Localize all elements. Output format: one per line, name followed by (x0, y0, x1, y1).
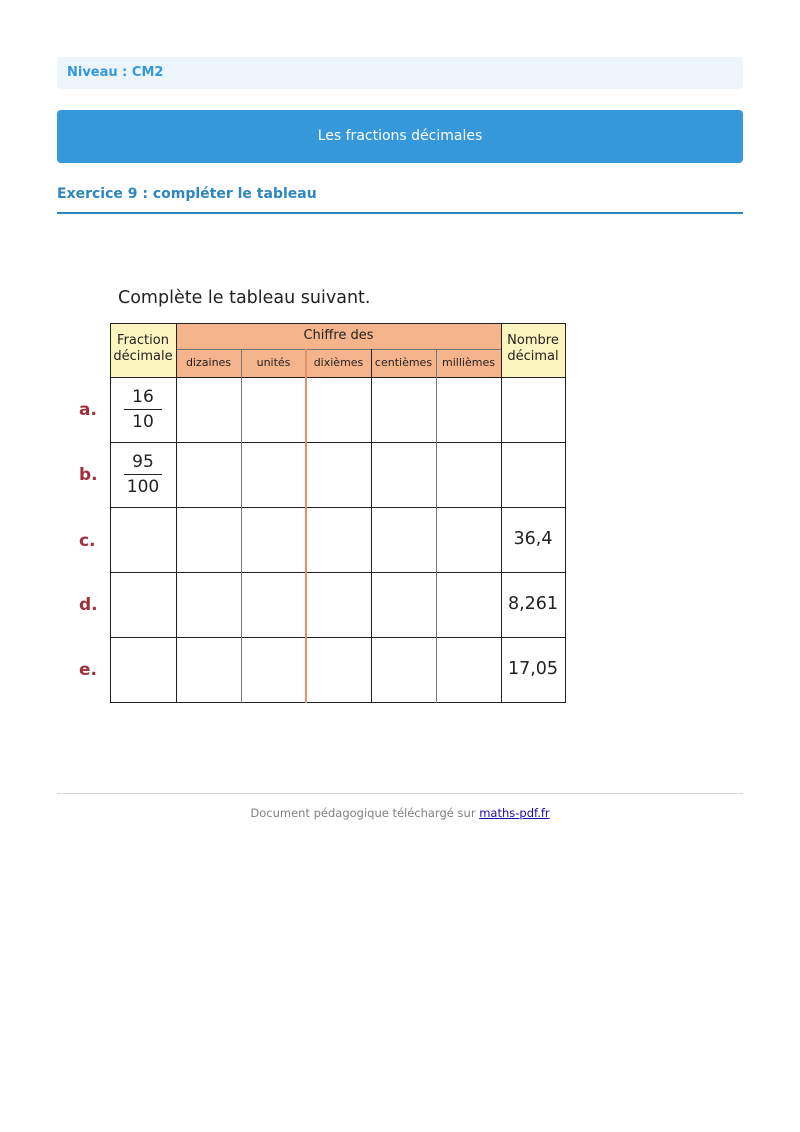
table-row-line (110, 377, 566, 378)
footer (57, 806, 743, 820)
table-col-line (501, 323, 502, 703)
fraction-b (111, 451, 175, 498)
header-nombre-line1: Nombre (507, 333, 559, 348)
footer-link[interactable]: maths-pdf.fr (479, 806, 550, 820)
table-row-line (110, 572, 566, 573)
footer-divider (57, 793, 743, 794)
header-chiffre-des (176, 323, 501, 349)
fraction-denominator: 100 (126, 477, 160, 497)
subheader-label: unités (256, 356, 291, 369)
header-nombre-line2: décimal (507, 349, 559, 364)
table-border-left (110, 323, 111, 703)
fraction-numerator: 16 (132, 387, 154, 407)
row-letter-c: c. (79, 531, 96, 551)
page-title-banner: Les fractions décimales (57, 110, 743, 163)
table-col-line (436, 349, 437, 703)
fraction-denominator: 10 (132, 412, 154, 432)
level-badge: Niveau : CM2 (57, 57, 743, 89)
table-row-line (110, 442, 566, 443)
header-fraction (110, 323, 176, 377)
exercise-instruction: Complète le tableau suivant. (118, 288, 371, 308)
subheader-dizaines (176, 349, 241, 377)
table-row-line (110, 637, 566, 638)
table-border-right (565, 323, 566, 703)
fraction-bar (124, 474, 162, 475)
table-col-line (241, 349, 242, 703)
decimal-e: 17,05 (507, 659, 559, 679)
header-chiffre-des-label: Chiffre des (303, 328, 374, 343)
subheader-milliemes (436, 349, 501, 377)
subheader-label: dixièmes (313, 356, 364, 369)
row-letter-e: e. (79, 660, 97, 680)
table-col-line (371, 349, 372, 703)
subheader-label: dizaines (185, 356, 232, 369)
table-border-bottom (110, 702, 566, 703)
row-letter-b: b. (79, 465, 98, 485)
header-nombre (501, 323, 565, 377)
subheader-unites (241, 349, 306, 377)
table-row-line (110, 507, 566, 508)
subheader-label: centièmes (374, 356, 433, 369)
decimal-d: 8,261 (507, 594, 559, 614)
table-col-line (176, 323, 177, 703)
exercise-title: Exercice 9 : compléter le tableau (57, 186, 743, 214)
table-border-top (110, 323, 566, 324)
fraction-numerator: 95 (132, 452, 154, 472)
row-letter-d: d. (79, 595, 98, 615)
subheader-centiemes (371, 349, 436, 377)
decimal-c: 36,4 (513, 529, 553, 549)
header-fraction-line1: Fraction (117, 333, 169, 348)
fraction-bar (124, 409, 162, 410)
table-header-divider (176, 349, 501, 350)
footer-text: Document pédagogique téléchargé sur (250, 806, 476, 820)
row-letter-a: a. (79, 400, 97, 420)
subheader-label: millièmes (442, 356, 495, 369)
header-fraction-line2: décimale (113, 349, 173, 364)
fraction-a (111, 386, 175, 433)
table-decimal-point-line (305, 349, 307, 703)
subheader-dixiemes (306, 349, 371, 377)
